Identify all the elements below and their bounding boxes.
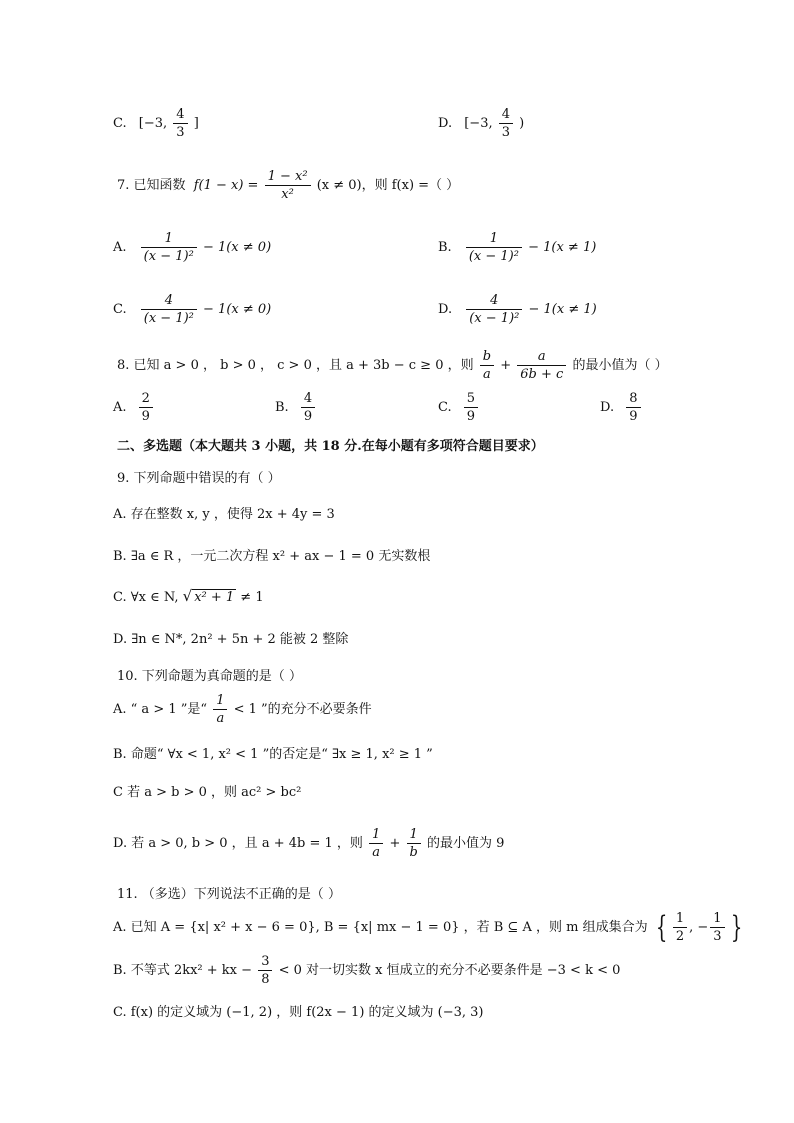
separator: , − [689, 920, 709, 935]
interval-right: ) [519, 116, 525, 131]
q7-option-c [113, 292, 271, 327]
option-text: A. “ a > 1 ”是“ [113, 702, 208, 717]
q8-stem [117, 348, 668, 383]
q8-prefix: 8. 已知 a > 0 ， b > 0 ， c > 0 ，且 a + 3b − c ≥ 0 ，则 [117, 358, 474, 373]
option-tail: ≠ 1 [236, 590, 264, 605]
q8-suffix: 的最小值为（ ） [572, 358, 668, 373]
option-label: A. [113, 240, 127, 255]
fraction: $\frac{1}{\text{(x − 1)²}}$ [466, 230, 522, 265]
radicand: x² + 1 [194, 590, 235, 605]
option-label: D. [438, 116, 453, 131]
option-tail: − 1(x ≠ 0) [202, 240, 272, 255]
option-label: C. [438, 400, 452, 415]
q8-option-c [438, 390, 480, 425]
brace-left: { [655, 909, 667, 945]
fraction: $\frac{8}{9}$ [626, 390, 640, 425]
q11-option-a [113, 910, 746, 945]
q9-option-a: A. 存在整数 x, y ，使得 2x + 4y = 3 [113, 507, 335, 522]
q9-option-d: D. ∃n ∈ N*, 2n² + 5n + 2 能被 2 整除 [113, 632, 349, 647]
fraction: $\frac{1}{a}$ [213, 692, 227, 727]
interval-left: [−3, [138, 116, 168, 131]
q8-plus: + [500, 358, 512, 373]
q10-option-a [113, 692, 372, 727]
option-label: C. [113, 116, 127, 131]
option-label: C. [113, 302, 127, 317]
q8-fraction-2: $\frac{a}{6b + c}$ [517, 348, 566, 383]
fraction: $\frac{5}{9}$ [464, 390, 478, 425]
fraction: $\frac{4}{3}$ [499, 106, 513, 141]
q9-option-b: B. ∃a ∈ R ，一元二次方程 x² + ax − 1 = 0 无实数根 [113, 549, 431, 564]
q7-cond: (x ≠ 0)，则 f(x) =（ ） [316, 178, 460, 193]
section-heading: 二、多选题（本大题共 3 小题，共 18 分.在每小题有多项符合题目要求） [117, 439, 544, 454]
option-label: D. [438, 302, 453, 317]
option-text: B. 不等式 2kx² + kx − [113, 963, 253, 978]
q7-f-lhs: f(1 − x) = [193, 178, 259, 193]
fraction: $\frac{1}{a}$ [369, 826, 383, 861]
option-tail: 的最小值为 9 [426, 836, 505, 851]
q6-option-c [113, 106, 199, 141]
interval-right: ] [193, 116, 199, 131]
q7-option-d [438, 292, 597, 327]
q7-stem [117, 168, 459, 203]
q11-option-b [113, 953, 620, 988]
q7-option-b [438, 230, 596, 265]
fraction: $\frac{4}{9}$ [301, 390, 315, 425]
fraction: $\frac{4}{\text{(x − 1)²}}$ [141, 292, 197, 327]
fraction: $\frac{1}{3}$ [710, 910, 724, 945]
q9-option-c [113, 587, 264, 605]
sqrt-icon: √ [182, 587, 193, 605]
q10-option-d [113, 826, 504, 861]
q8-option-d [600, 390, 643, 425]
q11-option-c: C. f(x) 的定义域为 (−1, 2) ，则 f(2x − 1) 的定义域为 (−3, 3) [113, 1005, 484, 1020]
option-text: D. 若 a > 0, b > 0 ，且 a + 4b = 1 ，则 [113, 836, 363, 851]
q10-option-c: C 若 a > b > 0 ，则 ac² > bc² [113, 785, 302, 800]
option-text: C. ∀x ∈ N, [113, 590, 183, 605]
fraction: $\frac{4}{\text{(x − 1)²}}$ [466, 292, 522, 327]
option-text: A. 已知 A = {x| x² + x − 6 = 0}, B = {x| mx − 1 = 0} ，若 B ⊆ A ，则 m 组成集合为 [113, 920, 648, 935]
q10-stem: 10. 下列命题为真命题的是（ ） [117, 669, 302, 684]
fraction: $\frac{1}{b}$ [407, 826, 421, 861]
fraction: $\frac{4}{3}$ [173, 106, 187, 141]
q11-stem: 11. （多选）下列说法不正确的是（ ） [117, 887, 341, 902]
option-label: B. [275, 400, 289, 415]
option-label: A. [113, 400, 127, 415]
option-tail: − 1(x ≠ 1) [528, 240, 597, 255]
q6-option-d [438, 106, 524, 141]
option-label: B. [438, 240, 452, 255]
option-tail: − 1(x ≠ 0) [203, 302, 272, 317]
plus: + [389, 836, 401, 851]
option-tail: − 1(x ≠ 1) [528, 302, 597, 317]
option-tail: < 0 对一切实数 x 恒成立的充分不必要条件是 −3 < k < 0 [278, 963, 621, 978]
option-label: D. [600, 400, 615, 415]
q8-fraction-1: $\frac{b}{a}$ [480, 348, 494, 383]
q7-prefix: 7. 已知函数 [117, 178, 186, 193]
brace-right: } [730, 909, 742, 945]
fraction: $\frac{2}{9}$ [139, 390, 153, 425]
q10-option-b: B. 命题“ ∀x < 1, x² < 1 ”的否定是“ ∃x ≥ 1, x² ≥ 1 ” [113, 747, 433, 762]
q8-option-a [113, 390, 155, 425]
q7-option-a [113, 230, 271, 265]
fraction: $\frac{3}{8}$ [258, 953, 272, 988]
q7-fraction: $\frac{\text{1 − x²}}{\text{x²}}$ [265, 168, 311, 203]
option-tail: < 1 ”的充分不必要条件 [233, 702, 372, 717]
q9-stem: 9. 下列命题中错误的有（ ） [117, 471, 281, 486]
interval-left: [−3, [464, 116, 493, 131]
q8-option-b [275, 390, 317, 425]
fraction: $\frac{1}{\text{(x − 1)²}}$ [141, 230, 197, 265]
fraction: $\frac{1}{2}$ [673, 910, 687, 945]
